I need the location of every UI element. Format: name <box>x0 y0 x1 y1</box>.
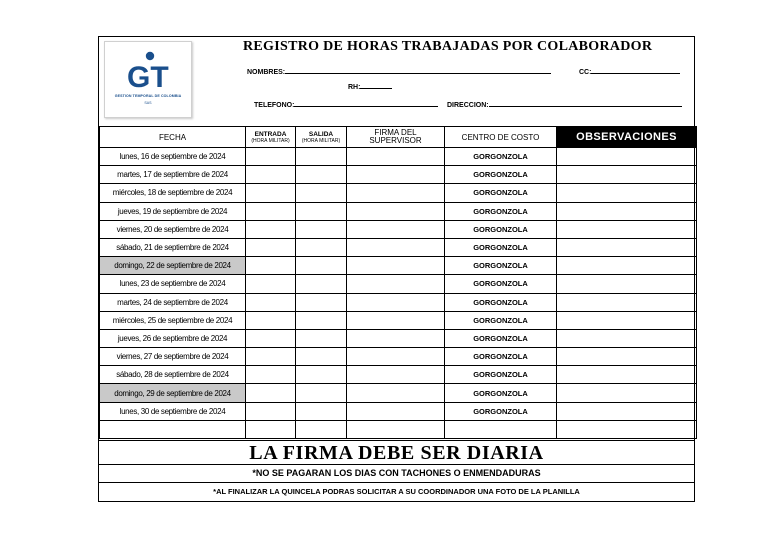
salida-cell[interactable] <box>296 420 347 438</box>
observaciones-cell[interactable] <box>557 402 697 420</box>
table-row <box>100 348 697 366</box>
firma-cell[interactable] <box>347 384 445 402</box>
table-row <box>100 148 697 166</box>
company-logo <box>104 41 192 118</box>
centro-costo-cell: GORGONZOLA <box>445 348 557 366</box>
firma-cell[interactable] <box>347 220 445 238</box>
salida-cell[interactable] <box>296 166 347 184</box>
firma-cell[interactable] <box>347 257 445 275</box>
observaciones-cell[interactable] <box>557 329 697 347</box>
observaciones-cell[interactable] <box>557 148 697 166</box>
firma-cell[interactable] <box>347 166 445 184</box>
observaciones-cell[interactable] <box>557 348 697 366</box>
fecha-cell: lunes, 16 de septiembre de 2024 <box>100 148 246 166</box>
cc-field[interactable] <box>579 67 680 76</box>
firma-cell[interactable] <box>347 402 445 420</box>
col-entrada <box>246 127 296 148</box>
fecha-cell: sábado, 21 de septiembre de 2024 <box>100 238 246 256</box>
entrada-cell[interactable] <box>246 384 296 402</box>
col-salida-sub: (HORA MILITAR) <box>301 137 341 144</box>
salida-cell[interactable] <box>296 348 347 366</box>
rh-field[interactable] <box>348 82 392 91</box>
direccion-field[interactable] <box>447 100 682 109</box>
entrada-cell[interactable] <box>246 166 296 184</box>
salida-cell[interactable] <box>296 293 347 311</box>
centro-costo-cell: GORGONZOLA <box>445 166 557 184</box>
col-salida-label: SALIDA <box>308 130 334 138</box>
centro-costo-cell: GORGONZOLA <box>445 220 557 238</box>
firma-cell[interactable] <box>347 184 445 202</box>
firma-cell[interactable] <box>347 202 445 220</box>
centro-costo-cell <box>445 420 557 438</box>
col-centro-costo: CENTRO DE COSTO <box>445 127 557 148</box>
salida-cell[interactable] <box>296 238 347 256</box>
centro-costo-cell: GORGONZOLA <box>445 384 557 402</box>
fecha-cell: viernes, 20 de septiembre de 2024 <box>100 220 246 238</box>
table-body <box>100 148 697 439</box>
table-row <box>100 420 697 438</box>
entrada-cell[interactable] <box>246 148 296 166</box>
table-row <box>100 329 697 347</box>
table-row <box>100 293 697 311</box>
firma-cell[interactable] <box>347 329 445 347</box>
form-header <box>99 37 694 126</box>
observaciones-cell[interactable] <box>557 366 697 384</box>
centro-costo-cell: GORGONZOLA <box>445 402 557 420</box>
col-firma <box>347 127 445 148</box>
entrada-cell[interactable] <box>246 184 296 202</box>
entrada-cell[interactable] <box>246 348 296 366</box>
table-row <box>100 202 697 220</box>
col-firma-line1: FIRMA DEL <box>374 128 417 137</box>
centro-costo-cell: GORGONZOLA <box>445 311 557 329</box>
observaciones-cell[interactable] <box>557 184 697 202</box>
firma-cell[interactable] <box>347 348 445 366</box>
fecha-cell: sábado, 28 de septiembre de 2024 <box>100 366 246 384</box>
observaciones-cell[interactable] <box>557 166 697 184</box>
rh-label: RH: <box>348 84 361 91</box>
centro-costo-cell: GORGONZOLA <box>445 366 557 384</box>
entrada-cell[interactable] <box>246 402 296 420</box>
fecha-cell: martes, 17 de septiembre de 2024 <box>100 166 246 184</box>
fecha-cell: jueves, 26 de septiembre de 2024 <box>100 329 246 347</box>
nombres-line[interactable] <box>285 67 551 74</box>
centro-costo-cell: GORGONZOLA <box>445 257 557 275</box>
entrada-cell[interactable] <box>246 257 296 275</box>
table-row <box>100 402 697 420</box>
cc-line[interactable] <box>591 67 680 74</box>
observaciones-cell[interactable] <box>557 293 697 311</box>
telefono-field[interactable] <box>254 100 438 109</box>
entrada-cell[interactable] <box>246 202 296 220</box>
observaciones-cell[interactable] <box>557 238 697 256</box>
nombres-field[interactable] <box>247 67 551 76</box>
salida-cell[interactable] <box>296 275 347 293</box>
entrada-cell[interactable] <box>246 238 296 256</box>
table-row <box>100 184 697 202</box>
photo-request-notice: *AL FINALIZAR LA QUINCELA PODRAS SOLICITAR A SU COORDINADOR UNA FOTO DE LA PLANILLA <box>99 482 694 501</box>
fecha-cell: martes, 24 de septiembre de 2024 <box>100 293 246 311</box>
entrada-cell[interactable] <box>246 311 296 329</box>
centro-costo-cell: GORGONZOLA <box>445 275 557 293</box>
telefono-line[interactable] <box>294 100 438 107</box>
firma-cell[interactable] <box>347 366 445 384</box>
no-corrections-notice: *NO SE PAGARAN LOS DIAS CON TACHONES O ENMENDADURAS <box>99 464 694 482</box>
observaciones-cell[interactable] <box>557 384 697 402</box>
salida-cell[interactable] <box>296 220 347 238</box>
fecha-cell: domingo, 29 de septiembre de 2024 <box>100 384 246 402</box>
salida-cell[interactable] <box>296 366 347 384</box>
entrada-cell[interactable] <box>246 420 296 438</box>
entrada-cell[interactable] <box>246 293 296 311</box>
rh-line[interactable] <box>360 82 392 89</box>
col-salida <box>296 127 347 148</box>
observaciones-cell[interactable] <box>557 220 697 238</box>
daily-signature-notice: LA FIRMA DEBE SER DIARIA <box>99 440 694 464</box>
salida-cell[interactable] <box>296 384 347 402</box>
col-observaciones: OBSERVACIONES <box>557 127 697 148</box>
observaciones-cell[interactable] <box>557 311 697 329</box>
firma-cell[interactable] <box>347 311 445 329</box>
observaciones-cell[interactable] <box>557 202 697 220</box>
centro-costo-cell: GORGONZOLA <box>445 184 557 202</box>
entrada-cell[interactable] <box>246 329 296 347</box>
firma-cell[interactable] <box>347 293 445 311</box>
table-row <box>100 220 697 238</box>
table-header-row <box>100 127 697 148</box>
table-row <box>100 384 697 402</box>
telefono-label: TELEFONO: <box>254 102 295 109</box>
salida-cell[interactable] <box>296 148 347 166</box>
firma-cell[interactable] <box>347 148 445 166</box>
col-fecha: FECHA <box>100 127 246 148</box>
firma-cell[interactable] <box>347 420 445 438</box>
fecha-cell: miércoles, 25 de septiembre de 2024 <box>100 311 246 329</box>
centro-costo-cell: GORGONZOLA <box>445 329 557 347</box>
direccion-line[interactable] <box>489 100 682 107</box>
centro-costo-cell: GORGONZOLA <box>445 202 557 220</box>
direccion-label: DIRECCION: <box>447 102 489 109</box>
table-row <box>100 238 697 256</box>
fecha-cell: lunes, 30 de septiembre de 2024 <box>100 402 246 420</box>
col-entrada-sub: (HORA MILITAR) <box>251 137 290 144</box>
salida-cell[interactable] <box>296 184 347 202</box>
table-row <box>100 166 697 184</box>
fecha-cell: jueves, 19 de septiembre de 2024 <box>100 202 246 220</box>
firma-cell[interactable] <box>347 238 445 256</box>
col-firma-line2: SUPERVISOR <box>369 136 422 145</box>
entrada-cell[interactable] <box>246 275 296 293</box>
firma-cell[interactable] <box>347 275 445 293</box>
salida-cell[interactable] <box>296 402 347 420</box>
fecha-cell: viernes, 27 de septiembre de 2024 <box>100 348 246 366</box>
salida-cell[interactable] <box>296 329 347 347</box>
fecha-cell <box>100 420 246 438</box>
table-row <box>100 311 697 329</box>
timesheet-form <box>98 36 695 502</box>
centro-costo-cell: GORGONZOLA <box>445 293 557 311</box>
gt-logo-icon <box>126 51 172 91</box>
table-row <box>100 275 697 293</box>
nombres-label: NOMBRES: <box>247 69 286 76</box>
svg-text:GT: GT <box>127 61 169 91</box>
salida-cell[interactable] <box>296 202 347 220</box>
entrada-cell[interactable] <box>246 366 296 384</box>
centro-costo-cell: GORGONZOLA <box>445 148 557 166</box>
salida-cell[interactable] <box>296 311 347 329</box>
table-row <box>100 257 697 275</box>
col-entrada-label: ENTRADA <box>254 130 287 138</box>
logo-company-suffix: SAS <box>144 101 152 105</box>
centro-costo-cell: GORGONZOLA <box>445 238 557 256</box>
salida-cell[interactable] <box>296 257 347 275</box>
fecha-cell: lunes, 23 de septiembre de 2024 <box>100 275 246 293</box>
form-title: REGISTRO DE HORAS TRABAJADAS POR COLABORADOR <box>243 39 653 54</box>
table-row <box>100 366 697 384</box>
fecha-cell: miércoles, 18 de septiembre de 2024 <box>100 184 246 202</box>
observaciones-cell[interactable] <box>557 420 697 438</box>
observaciones-cell[interactable] <box>557 257 697 275</box>
observaciones-cell[interactable] <box>557 275 697 293</box>
cc-label: CC: <box>579 69 592 76</box>
logo-company-name: GESTION TEMPORAL DE COLOMBIA <box>114 94 182 98</box>
entrada-cell[interactable] <box>246 220 296 238</box>
hours-table <box>99 126 697 439</box>
fecha-cell: domingo, 22 de septiembre de 2024 <box>100 257 246 275</box>
